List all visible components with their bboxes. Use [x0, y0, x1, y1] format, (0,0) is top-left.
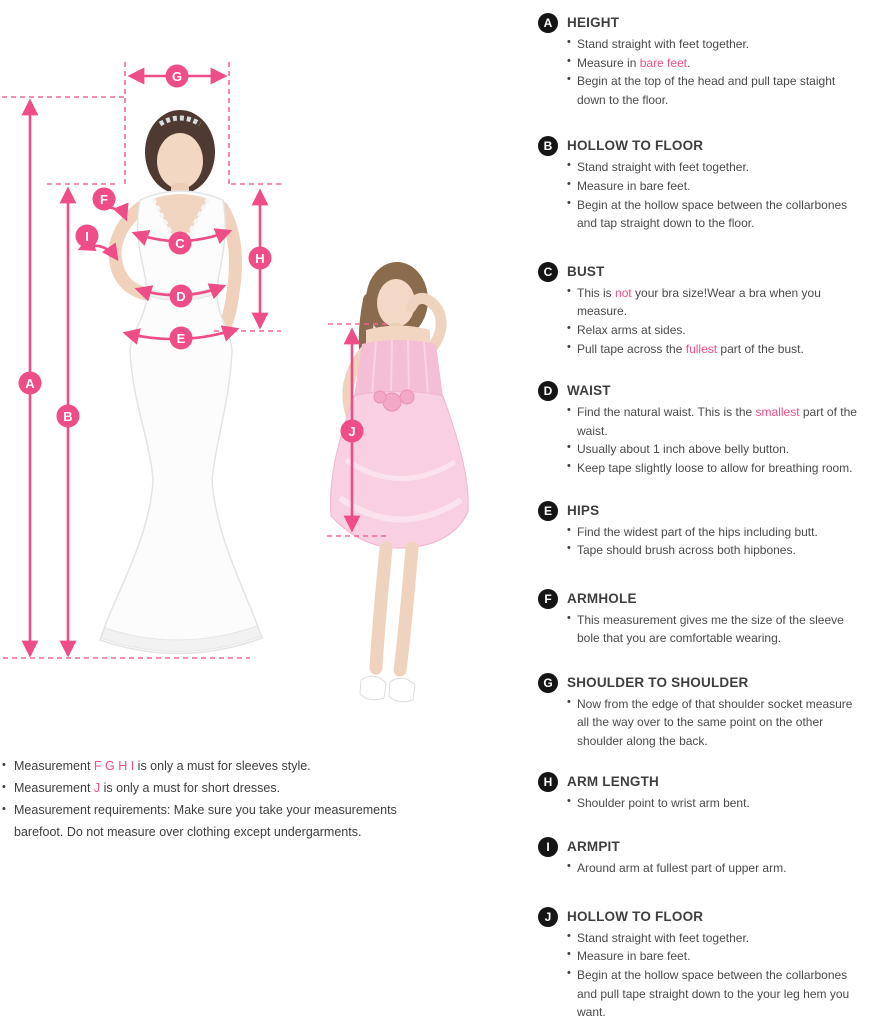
label-b: [57, 405, 80, 428]
bullet-item: • Find the widest part of the hips including butt.: [567, 523, 864, 542]
section-shoulder-to-shoulder: [538, 672, 864, 751]
label-b-letter: B: [63, 409, 73, 424]
instruction-list: [538, 12, 864, 1022]
label-h-letter: H: [255, 251, 265, 266]
section-title: HEIGHT: [567, 15, 620, 30]
bullet-item: • Relax arms at sides.: [567, 321, 864, 340]
bullet-item: • Tape should brush across both hipbones.: [567, 541, 864, 560]
section-title: HIPS: [567, 502, 600, 518]
badge-a: A: [538, 13, 558, 33]
label-a-letter: A: [25, 376, 35, 391]
bullet-item: • Keep tape slightly loose to allow for breathing room.: [567, 459, 864, 478]
section-armpit: [538, 836, 864, 878]
measurement-notes: [2, 756, 439, 844]
bullet-item: • Measure in bare feet.: [567, 947, 864, 966]
bullet-item: • Stand straight with feet together.: [567, 35, 864, 54]
section-hollow-to-floor-short: [538, 906, 864, 1022]
badge-j: J: [538, 907, 558, 927]
bullet-item: • Begin at the top of the head and pull tape staight down to the floor.: [567, 72, 864, 109]
label-i: [76, 225, 99, 248]
note-item: • Measurement F G H I is only a must for sleeves style.: [2, 756, 439, 778]
section-title: ARMPIT: [567, 839, 620, 855]
label-j-letter: J: [348, 424, 356, 439]
badge-i: I: [538, 837, 558, 857]
bullet-item: • Measure in bare feet.: [567, 54, 864, 73]
bullet-item: • Usually about 1 inch above belly button.: [567, 440, 864, 459]
section-title: BUST: [567, 263, 605, 279]
badge-h: H: [538, 772, 558, 792]
section-title: ARM LENGTH: [567, 773, 659, 789]
section-hips: [538, 500, 864, 560]
section-armhole: [538, 588, 864, 648]
bullet-item: • Find the natural waist. This is the smallest part of the waist.: [567, 403, 864, 440]
label-g: [166, 65, 189, 88]
note-item: • Measurement requirements: Make sure you take your measurements barefoot. Do not measure over clothing except undergarments.: [2, 800, 439, 844]
bullet-item: • Measure in bare feet.: [567, 177, 864, 196]
section-title: HOLLOW TO FLOOR: [567, 908, 704, 924]
label-h: [249, 247, 272, 270]
label-g-letter: G: [171, 69, 183, 84]
label-e: [170, 327, 193, 350]
label-j: [341, 420, 364, 443]
label-c: [169, 232, 192, 255]
bullet-item: • Begin at the hollow space between the collarbones and tap straight down to the floor.: [567, 196, 864, 233]
bullet-item: • Shoulder point to wrist arm bent.: [567, 794, 864, 813]
section-title: ARMHOLE: [567, 590, 637, 606]
section-height: [538, 12, 864, 109]
section-title: HOLLOW TO FLOOR: [567, 138, 704, 154]
bullet-item: • Stand straight with feet together.: [567, 929, 864, 948]
section-arm-length: [538, 771, 864, 813]
label-i-letter: I: [85, 229, 89, 244]
label-c-letter: C: [175, 236, 185, 251]
section-waist: [538, 380, 864, 477]
note-item: • Measurement J is only a must for short dresses.: [2, 778, 439, 800]
bullet-item: • Now from the edge of that shoulder socket measure all the way over to the same point on the other shoulder along the back.: [567, 695, 864, 751]
section-bust: [538, 261, 864, 358]
badge-d: D: [538, 381, 558, 401]
label-d-letter: D: [176, 289, 186, 304]
label-f: [93, 188, 116, 211]
wedding-dress-model-photo: [100, 110, 265, 654]
label-e-letter: E: [176, 331, 186, 346]
badge-c: C: [538, 262, 558, 282]
badge-b: B: [538, 136, 558, 156]
bullet-item: • Begin at the hollow space between the collarbones and pull tape straight down to the your leg hem you want.: [567, 966, 864, 1022]
section-title: WAIST: [567, 383, 611, 399]
label-a: [19, 372, 42, 395]
bullet-item: • This measurement gives me the size of the sleeve bole that you are comfortable wearing.: [567, 611, 864, 648]
bullet-item: • Around arm at fullest part of upper arm.: [567, 859, 864, 878]
bullet-item: • Pull tape across the fullest part of the bust.: [567, 340, 864, 359]
label-d: [170, 285, 193, 308]
bullet-item: • This is not your bra size!Wear a bra when you measure.: [567, 284, 864, 321]
bullet-item: • Stand straight with feet together.: [567, 158, 864, 177]
label-f-letter: F: [100, 192, 108, 207]
badge-g: G: [538, 673, 558, 693]
badge-e: E: [538, 501, 558, 521]
section-title: SHOULDER TO SHOULDER: [567, 674, 749, 690]
section-hollow-to-floor: [538, 135, 864, 232]
badge-f: F: [538, 589, 558, 609]
